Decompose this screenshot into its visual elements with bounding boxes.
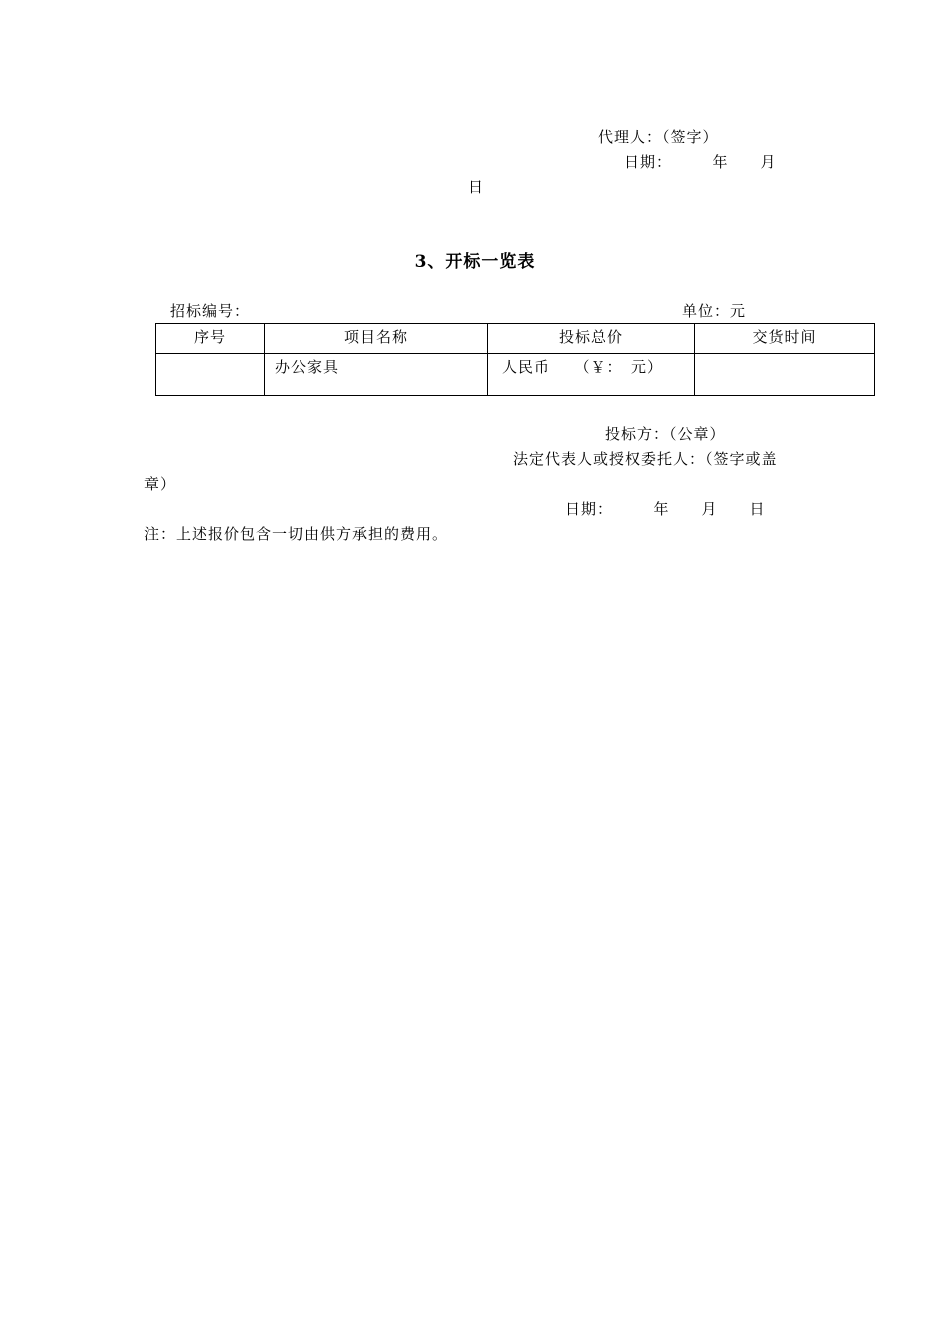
agent-date-day: 日 (468, 178, 485, 196)
cell-serial-no (156, 354, 265, 396)
representative-signature-line: 法定代表人或授权委托人：（签字或盖 (513, 450, 778, 468)
cell-item-name: 办公家具 (265, 354, 488, 396)
header-delivery-time: 交货时间 (695, 324, 875, 354)
price-note: 注：上述报价包含一切由供方承担的费用。 (144, 525, 449, 543)
agent-signature-line: 代理人：（签字） (598, 128, 719, 146)
bid-number-label: 招标编号： (170, 302, 251, 320)
table-row (156, 354, 875, 396)
cell-total-price: 人民币 （￥： 元） (488, 354, 695, 396)
bidder-seal-line: 投标方：（公章） (605, 425, 726, 443)
unit-label: 单位：元 (682, 302, 747, 320)
agent-date-line: 日期： 年 月 (624, 153, 777, 171)
header-serial-no: 序号 (156, 324, 265, 354)
bid-summary-table (155, 323, 875, 396)
bidder-date-line: 日期： 年 月 日 (565, 500, 766, 518)
section-title: 3、开标一览表 (414, 252, 536, 272)
representative-signature-line-cont: 章） (144, 475, 177, 493)
cell-delivery-time (695, 354, 875, 396)
header-total-price: 投标总价 (488, 324, 695, 354)
table-header-row (156, 324, 875, 354)
header-item-name: 项目名称 (265, 324, 488, 354)
